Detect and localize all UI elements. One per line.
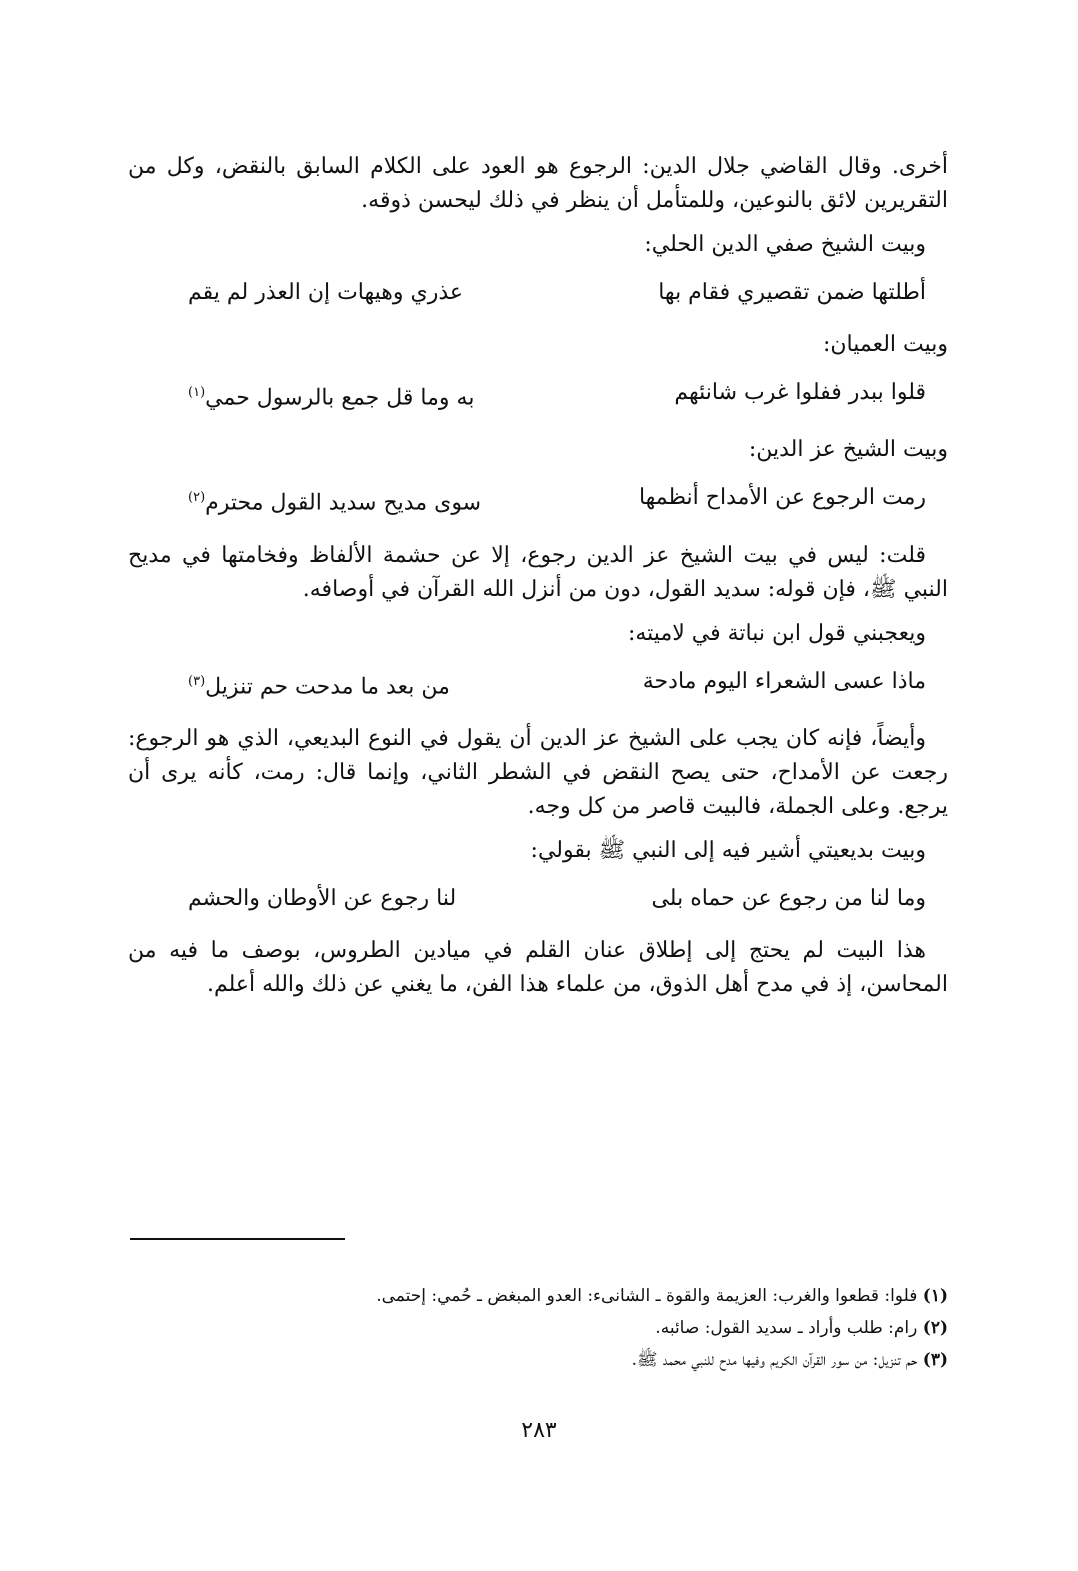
footnote-ref-2: (٢): [188, 490, 206, 506]
verse-safi: [128, 276, 948, 310]
paragraph-1: أخرى. وقال القاضي جلال الدين: الرجوع هو العود على الكلام السابق بالنقض، وكل من التقريرين لائق بالنوعين، وللمتأمل أن ينظر في ذلك ليحسن ذوقه.: [128, 154, 948, 213]
verse-nubata-second-hemistich-wrap: [188, 665, 450, 704]
verse-badiiya-first-hemistich: وما لنا من رجوع عن حماه بلى: [651, 885, 926, 911]
verse-safi-first-hemistich: أطلتها ضمن تقصيري فقام بها: [658, 280, 926, 305]
footnote-2-text: رام: طلب وأراد ـ سديد القول: صائبه.: [655, 1318, 918, 1338]
verse-intro-izz: وبيت الشيخ عز الدين:: [748, 437, 948, 463]
footnote-separator: [130, 1238, 345, 1240]
paragraph-3: وأيضاً، فإنه كان يجب على الشيخ عز الدين أن يقول في النوع البديعي، الذي هو الرجوع: رجعت عن الأمداح، حتى يصح النقض في الشطر الثاني، وإنما قال: رمت، كأنه يرى أن يرجع. وعلى الجملة، فالبيت قاصر من كل وجه.: [128, 725, 948, 819]
verse-izz-second-hemistich-wrap: [188, 481, 481, 520]
verse-intro-safi: وبيت الشيخ صفي الدين الحلي:: [644, 232, 926, 257]
footnote-2-number: (٢): [922, 1318, 948, 1338]
verse-izz-first-hemistich: رمت الرجوع عن الأمداح أنظمها: [638, 485, 926, 511]
verse-badiiya-second-hemistich: لنا رجوع عن الأوطان والحشم: [188, 885, 457, 911]
verse-nubata-second-hemistich: من بعد ما مدحت حم تنزيل: [205, 673, 450, 699]
footnote-3: [128, 1344, 948, 1376]
verse-safi-second-hemistich: عذري وهيهات إن العذر لم يقم: [188, 280, 464, 305]
page-number: ٢٨٣: [521, 1418, 557, 1443]
footnote-ref-1: (١): [188, 385, 206, 400]
verse-omyan-second-hemistich-wrap: [188, 376, 474, 415]
verse-badiiya: [128, 882, 948, 916]
verse-nubata: [128, 665, 948, 704]
paragraph-2: قلت: ليس في بيت الشيخ عز الدين رجوع، إلا عن حشمة الألفاظ وفخامتها في مديح النبي ﷺ، فإن قوله: سديد القول، دون من أنزل الله القرآن في أوصافه.: [128, 542, 948, 602]
verse-intro-nubata: ويعجبني قول ابن نباتة في لاميته:: [627, 620, 926, 646]
verse-omyan: [128, 376, 948, 415]
verse-nubata-first-hemistich: ماذا عسى الشعراء اليوم مادحة: [642, 668, 926, 694]
verse-omyan-first-hemistich: قلوا ببدر ففلوا غرب شانئهم: [674, 380, 926, 405]
verse-izz-second-hemistich: سوى مديح سديد القول محترم: [205, 490, 482, 516]
footnote-3-number: (٣): [922, 1350, 948, 1370]
verse-izz: [128, 481, 948, 520]
footnote-2: [128, 1312, 948, 1344]
footnote-3-text: حم تنزيل: من سور القرآن الكريم وفيها مدح للنبي محمد ﷺ.: [631, 1350, 918, 1370]
main-text: [128, 150, 948, 1010]
verse-omyan-second-hemistich: به وما قل جمع بالرسول حمي: [205, 385, 475, 411]
footnote-ref-3: (٣): [188, 673, 206, 689]
verse-intro-omyan: وبيت العميان:: [822, 332, 948, 357]
footnote-1-number: (١): [922, 1286, 948, 1306]
footnote-1-text: فلوا: قطعوا والغرب: العزيمة والقوة ـ الشانىء: العدو المبغض ـ حُمي: إحتمى.: [376, 1286, 918, 1306]
verse-intro-badiiya: وبيت بديعيتي أشير فيه إلى النبي ﷺ بقولي:: [530, 837, 926, 863]
footnotes: [128, 1280, 948, 1376]
footnote-1: [128, 1280, 948, 1312]
paragraph-4: هذا البيت لم يحتج إلى إطلاق عنان القلم في ميادين الطروس، بوصف ما فيه من المحاسن، إذ في مدح أهل الذوق، من علماء هذا الفن، ما يغني عن ذلك والله أعلم.: [128, 937, 948, 997]
